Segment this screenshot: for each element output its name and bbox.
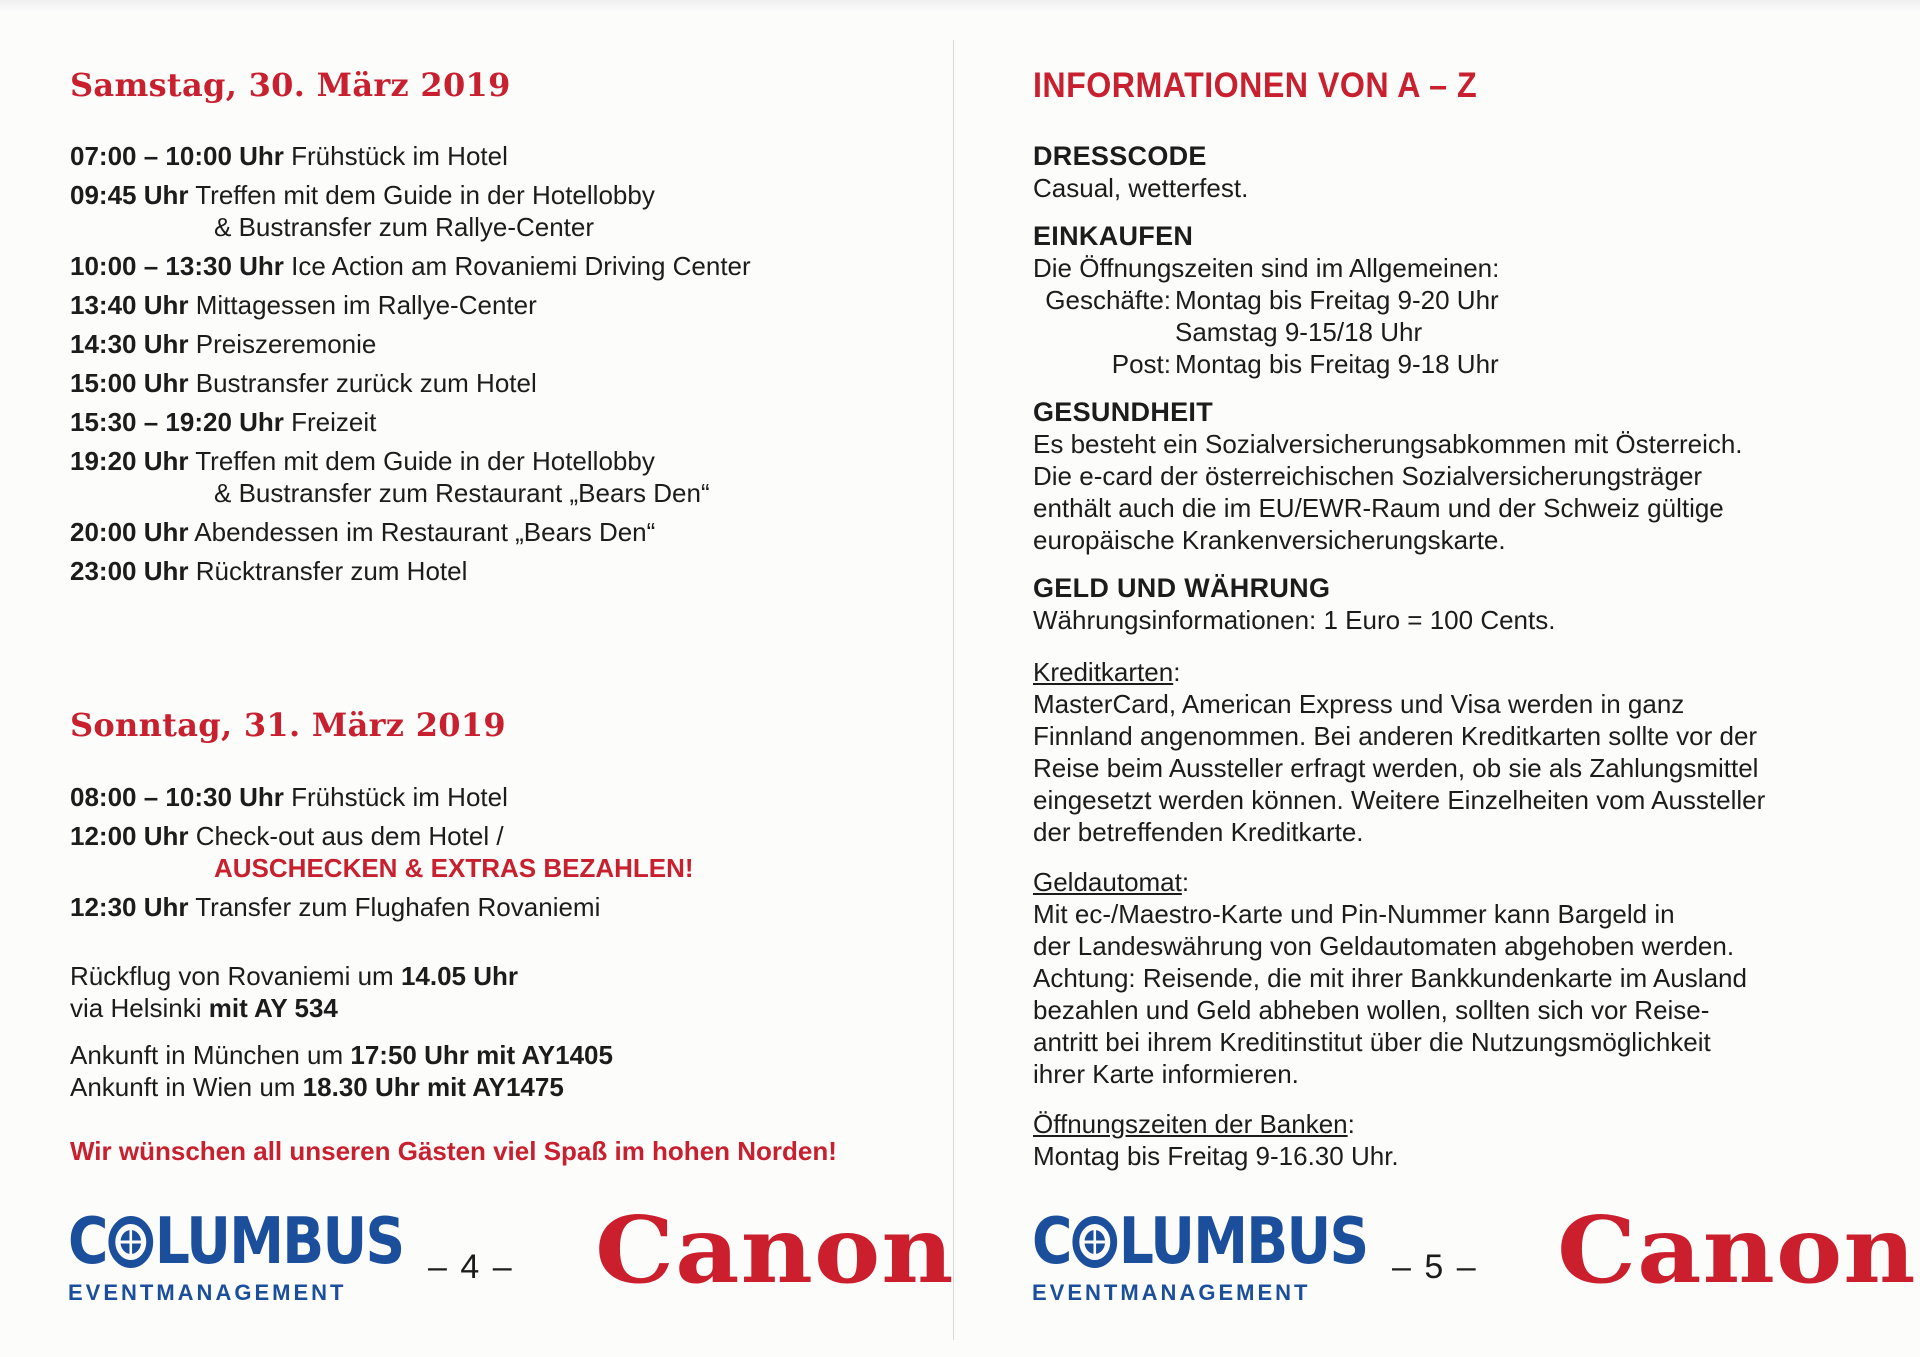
schedule-text: Treffen mit dem Guide in der Hotellobby xyxy=(195,180,655,210)
schedule-text: Check-out aus dem Hotel / xyxy=(195,821,504,851)
logo-word: LUMBUS xyxy=(1118,1205,1368,1279)
day-title-sunday: Sonntag, 31. März 2019 xyxy=(70,706,506,744)
banken-text: Montag bis Freitag 9-16.30 Uhr. xyxy=(1033,1141,1399,1171)
gesundheit-line: Die e-card der österreichischen Sozialversicherungsträger xyxy=(1033,461,1703,491)
globe-icon xyxy=(1072,1215,1118,1269)
hours-label xyxy=(1033,316,1175,348)
geldautomat-line: ihrer Karte informieren. xyxy=(1033,1059,1299,1089)
geldautomat-line: antritt bei ihrem Kreditinstitut über die Nutzungsmöglichkeit xyxy=(1033,1027,1711,1057)
schedule-item xyxy=(70,891,694,923)
opening-hours-table xyxy=(1033,284,1499,380)
right-page xyxy=(955,0,1920,1357)
canon-logo: Canon xyxy=(595,1196,955,1304)
hours-value: Montag bis Freitag 9-18 Uhr xyxy=(1175,349,1499,379)
schedule-text: Preiszeremonie xyxy=(195,329,377,359)
heading-einkaufen: EINKAUFEN xyxy=(1033,221,1194,251)
section-geld xyxy=(1033,572,1555,636)
arrival-vienna-flight: 18.30 Uhr mit AY1475 xyxy=(302,1072,564,1102)
hours-label: Geschäfte: xyxy=(1045,285,1171,315)
page-number-5: – 5 – xyxy=(1392,1248,1478,1286)
section-kreditkarten: Kreditkarten: MasterCard, American Express und Visa werden in ganz Finnland angenommen. Bei anderen Kreditkarten sollte vor der Reise beim Aussteller erfragt werden, ob sie als Zahlungsmittel eingesetzt werden können. Weitere Einzelheiten vom Aussteller der betreffenden Kreditkarte. xyxy=(1033,657,1766,847)
arrival-munich-text: Ankunft in München um xyxy=(70,1040,344,1070)
heading-gesundheit: GESUNDHEIT xyxy=(1033,397,1214,427)
schedule-item xyxy=(70,250,751,282)
gesundheit-text xyxy=(1033,428,1743,556)
schedule-time: 08:00 – 10:30 Uhr xyxy=(70,782,284,812)
schedule-time: 15:00 Uhr xyxy=(70,368,189,398)
geldautomat-line: Achtung: Reisende, die mit ihrer Bankkundenkarte im Ausland xyxy=(1033,963,1747,993)
section-dresscode xyxy=(1033,140,1248,204)
schedule-time: 14:30 Uhr xyxy=(70,329,189,359)
canon-logo: Canon xyxy=(1557,1196,1917,1304)
geldautomat-line: Mit ec-/Maestro-Karte und Pin-Nummer kann Bargeld in xyxy=(1033,899,1675,929)
schedule-item xyxy=(70,781,694,813)
logo-letter: C xyxy=(68,1205,107,1279)
schedule-time: 23:00 Uhr xyxy=(70,556,189,586)
return-flight-number: mit AY 534 xyxy=(208,993,338,1023)
logo-subtitle: EVENTMANAGEMENT xyxy=(68,1280,347,1305)
logo-letter: C xyxy=(1032,1205,1071,1279)
columbus-logo xyxy=(1032,1205,1422,1306)
return-flight-via: via Helsinki xyxy=(70,993,202,1023)
schedule-sunday xyxy=(70,781,694,930)
schedule-text: Frühstück im Hotel xyxy=(291,782,508,812)
hours-label: Post: xyxy=(1111,349,1171,379)
geldautomat-label: Geldautomat xyxy=(1033,867,1182,897)
geldautomat-line: bezahlen und Geld abheben wollen, sollten sich vor Reise- xyxy=(1033,995,1710,1025)
heading-dresscode: DRESSCODE xyxy=(1033,141,1207,171)
section-banken: Öffnungszeiten der Banken: Montag bis Freitag 9-16.30 Uhr. xyxy=(1033,1109,1399,1171)
kreditkarten-line: Reise beim Aussteller erfragt werden, ob sie als Zahlungsmittel xyxy=(1033,753,1759,783)
schedule-item xyxy=(70,367,751,399)
gesundheit-line: enthält auch die im EU/EWR-Raum und der Schweiz gültige xyxy=(1033,493,1724,523)
schedule-time: 19:20 Uhr xyxy=(70,446,189,476)
schedule-text-continued: & Bustransfer zum Rallye-Center xyxy=(214,212,595,242)
schedule-time: 07:00 – 10:00 Uhr xyxy=(70,141,284,171)
kreditkarten-line: MasterCard, American Express und Visa werden in ganz xyxy=(1033,689,1685,719)
logo-word: LUMBUS xyxy=(154,1205,404,1279)
schedule-text: Ice Action am Rovaniemi Driving Center xyxy=(291,251,751,281)
schedule-item xyxy=(70,555,751,587)
section-gesundheit xyxy=(1033,396,1743,556)
schedule-saturday xyxy=(70,140,751,594)
gesundheit-line: europäische Krankenversicherungskarte. xyxy=(1033,525,1506,555)
schedule-item xyxy=(70,179,751,243)
schedule-time: 13:40 Uhr xyxy=(70,290,189,320)
schedule-item xyxy=(70,445,751,509)
schedule-text: Bustransfer zurück zum Hotel xyxy=(195,368,537,398)
checkout-warning: AUSCHECKEN & EXTRAS BEZAHLEN! xyxy=(214,853,694,883)
return-flight-time: 14.05 Uhr xyxy=(400,961,519,991)
return-flight xyxy=(70,960,518,1024)
geldautomat-line: der Landeswährung von Geldautomaten abgehoben werden. xyxy=(1033,931,1735,961)
schedule-time: 09:45 Uhr xyxy=(70,180,189,210)
columbus-logo xyxy=(68,1205,458,1306)
closing-message: Wir wünschen all unseren Gästen viel Spaß im hohen Norden! xyxy=(70,1136,837,1166)
schedule-item xyxy=(70,289,751,321)
info-title: INFORMATIONEN VON A – Z xyxy=(1033,66,1478,105)
schedule-text: Frühstück im Hotel xyxy=(291,141,508,171)
schedule-time: 12:30 Uhr xyxy=(70,892,189,922)
banken-label: Öffnungszeiten der Banken xyxy=(1033,1109,1348,1139)
arrival-munich-flight: 17:50 Uhr mit AY1405 xyxy=(350,1040,613,1070)
hours-value: Montag bis Freitag 9-20 Uhr xyxy=(1175,285,1499,315)
arrival-vienna-text: Ankunft in Wien um xyxy=(70,1072,296,1102)
kreditkarten-text xyxy=(1033,688,1765,848)
schedule-text: Freizeit xyxy=(291,407,377,437)
schedule-text: Transfer zum Flughafen Rovaniemi xyxy=(195,892,601,922)
schedule-time: 12:00 Uhr xyxy=(70,821,189,851)
schedule-time: 15:30 – 19:20 Uhr xyxy=(70,407,284,437)
schedule-text: Mittagessen im Rallye-Center xyxy=(195,290,537,320)
kreditkarten-label: Kreditkarten xyxy=(1033,657,1174,687)
schedule-item xyxy=(70,820,694,884)
einkaufen-intro: Die Öffnungszeiten sind im Allgemeinen: xyxy=(1033,253,1500,283)
schedule-item xyxy=(70,328,751,360)
schedule-text: Rücktransfer zum Hotel xyxy=(195,556,468,586)
heading-geld: GELD UND WÄHRUNG xyxy=(1033,573,1331,603)
logo-subtitle: EVENTMANAGEMENT xyxy=(1032,1280,1311,1305)
schedule-time: 10:00 – 13:30 Uhr xyxy=(70,251,284,281)
schedule-item xyxy=(70,406,751,438)
gesundheit-line: Es besteht ein Sozialversicherungsabkommen mit Österreich. xyxy=(1033,429,1743,459)
schedule-text: Abendessen im Restaurant „Bears Den“ xyxy=(194,517,656,547)
dresscode-text: Casual, wetterfest. xyxy=(1033,173,1249,203)
section-einkaufen xyxy=(1033,220,1499,380)
kreditkarten-line: eingesetzt werden können. Weitere Einzelheiten vom Aussteller xyxy=(1033,785,1766,815)
kreditkarten-line: Finnland angenommen. Bei anderen Kreditkarten sollte vor der xyxy=(1033,721,1758,751)
section-geldautomat: Geldautomat: Mit ec-/Maestro-Karte und Pin-Nummer kann Bargeld in der Landeswährung von Geldautomaten abgehoben werden. Achtung: Reisende, die mit ihrer Bankkundenkarte im Ausland bezahlen und Geld abheben wollen, sollten sich vor Reise- antritt bei ihrem Kreditinstitut über die Nutzungsmöglichkeit ihrer Karte informieren. xyxy=(1033,867,1747,1089)
schedule-item xyxy=(70,516,751,548)
geldautomat-text xyxy=(1033,898,1747,1090)
hours-value: Samstag 9-15/18 Uhr xyxy=(1175,317,1423,347)
globe-icon xyxy=(108,1215,154,1269)
arrivals xyxy=(70,1039,613,1103)
return-flight-text: Rückflug von Rovaniemi um xyxy=(70,961,394,991)
schedule-text: Treffen mit dem Guide in der Hotellobby xyxy=(195,446,655,476)
geld-text: Währungsinformationen: 1 Euro = 100 Cents. xyxy=(1033,605,1556,635)
schedule-text-continued: & Bustransfer zum Restaurant „Bears Den“ xyxy=(214,478,710,508)
schedule-time: 20:00 Uhr xyxy=(70,517,189,547)
left-page xyxy=(0,0,955,1357)
day-title-saturday: Samstag, 30. März 2019 xyxy=(70,66,511,104)
schedule-item xyxy=(70,140,751,172)
page-number-4: – 4 – xyxy=(428,1248,514,1286)
kreditkarten-line: der betreffenden Kreditkarte. xyxy=(1033,817,1364,847)
